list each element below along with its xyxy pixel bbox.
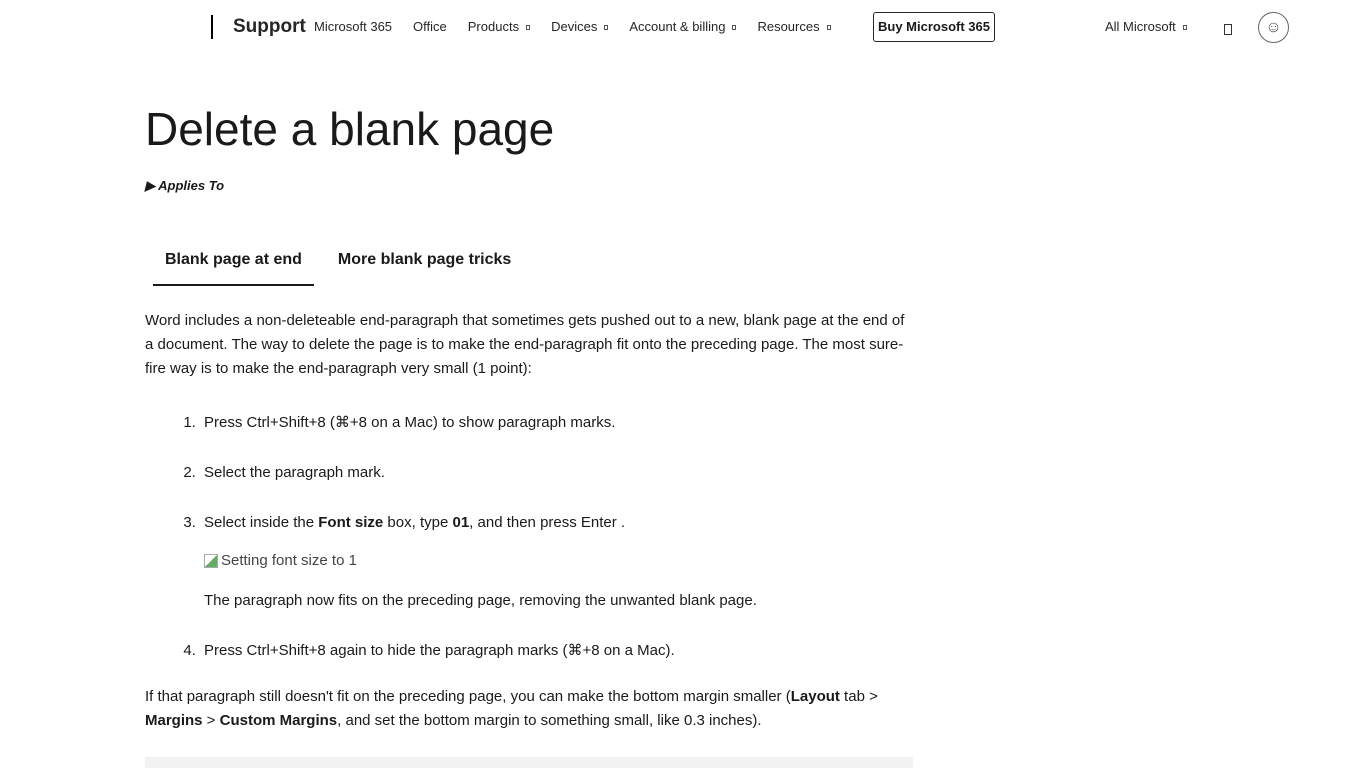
support-link[interactable]: Support — [233, 16, 306, 37]
step-4: 4. Press Ctrl+Shift+8 again to hide the paragraph marks (⌘+8 on a Mac). — [200, 639, 915, 663]
text: , and then press Enter . — [469, 514, 626, 531]
step-3 — [200, 511, 915, 613]
nav-account-billing[interactable] — [629, 19, 736, 34]
text: If that paragraph still doesn't fit on the preceding page, you can make the bottom margin smaller ( — [145, 688, 791, 705]
nav-label: Account & billing — [629, 19, 726, 34]
text: , and set the bottom margin to something small, like 0.3 inches). — [337, 712, 762, 729]
intro-paragraph: Word includes a non-deleteable end-paragraph that sometimes gets pushed out to a new, blank page at the end of a document. The way to delete the page is to make the end-paragraph fit onto the preceding page. The most sure-fire way is to make the end-paragraph very small (1 point): — [145, 312, 905, 377]
text-bold: Font size — [318, 514, 384, 531]
account-avatar-icon[interactable]: ☺ — [1258, 12, 1289, 43]
chevron-down-icon — [604, 25, 608, 30]
all-microsoft-menu[interactable] — [1105, 19, 1187, 34]
buy-microsoft-365-button[interactable]: Buy Microsoft 365 — [873, 12, 995, 42]
nav-microsoft-365[interactable]: Microsoft 365 — [314, 19, 393, 34]
outro-paragraph — [145, 685, 915, 733]
text: > — [202, 712, 220, 729]
chevron-down-icon — [1183, 25, 1187, 30]
cart-icon[interactable] — [1224, 24, 1232, 35]
applies-to-label: Applies To — [158, 178, 225, 193]
chevron-down-icon — [732, 25, 736, 30]
logo-divider — [211, 15, 213, 39]
text: box, type — [383, 514, 453, 531]
all-microsoft-label: All Microsoft — [1105, 19, 1176, 34]
article-body — [145, 309, 915, 733]
broken-image — [204, 549, 915, 573]
top-nav — [0, 0, 1366, 54]
text-bold: Custom Margins — [219, 712, 338, 729]
nav-office[interactable]: Office — [413, 19, 447, 34]
image-alt-text: Setting font size to 1 — [221, 552, 357, 569]
step-3-note: The paragraph now fits on the preceding page, removing the unwanted blank page. — [204, 592, 757, 609]
broken-image-icon — [204, 554, 218, 568]
tab-list — [153, 240, 535, 286]
text: tab > — [839, 688, 878, 705]
steps-list — [200, 411, 915, 663]
nav-devices[interactable] — [551, 19, 608, 34]
nav-label: Products — [467, 19, 520, 34]
chevron-down-icon — [827, 25, 831, 30]
text-bold: 01 — [452, 514, 470, 531]
chevron-down-icon — [526, 25, 530, 30]
text-bold: Layout — [790, 688, 840, 705]
nav-label: Devices — [551, 19, 598, 34]
text: Select inside the — [204, 514, 319, 531]
step-2: 2. Select the paragraph mark. — [200, 461, 915, 485]
nav-label: Resources — [757, 19, 820, 34]
info-box — [145, 757, 913, 768]
tab-blank-page-at-end[interactable]: Blank page at end — [153, 240, 314, 286]
step-1: 1. Press Ctrl+Shift+8 (⌘+8 on a Mac) to show paragraph marks. — [200, 411, 915, 435]
applies-to-toggle[interactable] — [145, 178, 224, 194]
triangle-right-icon: ▶ — [145, 178, 159, 193]
tab-more-blank-page-tricks[interactable]: More blank page tricks — [337, 251, 512, 268]
page-title: Delete a blank page — [145, 103, 555, 155]
nav-resources[interactable] — [757, 19, 830, 34]
nav-products[interactable] — [468, 19, 530, 34]
text-bold: Margins — [145, 712, 203, 729]
